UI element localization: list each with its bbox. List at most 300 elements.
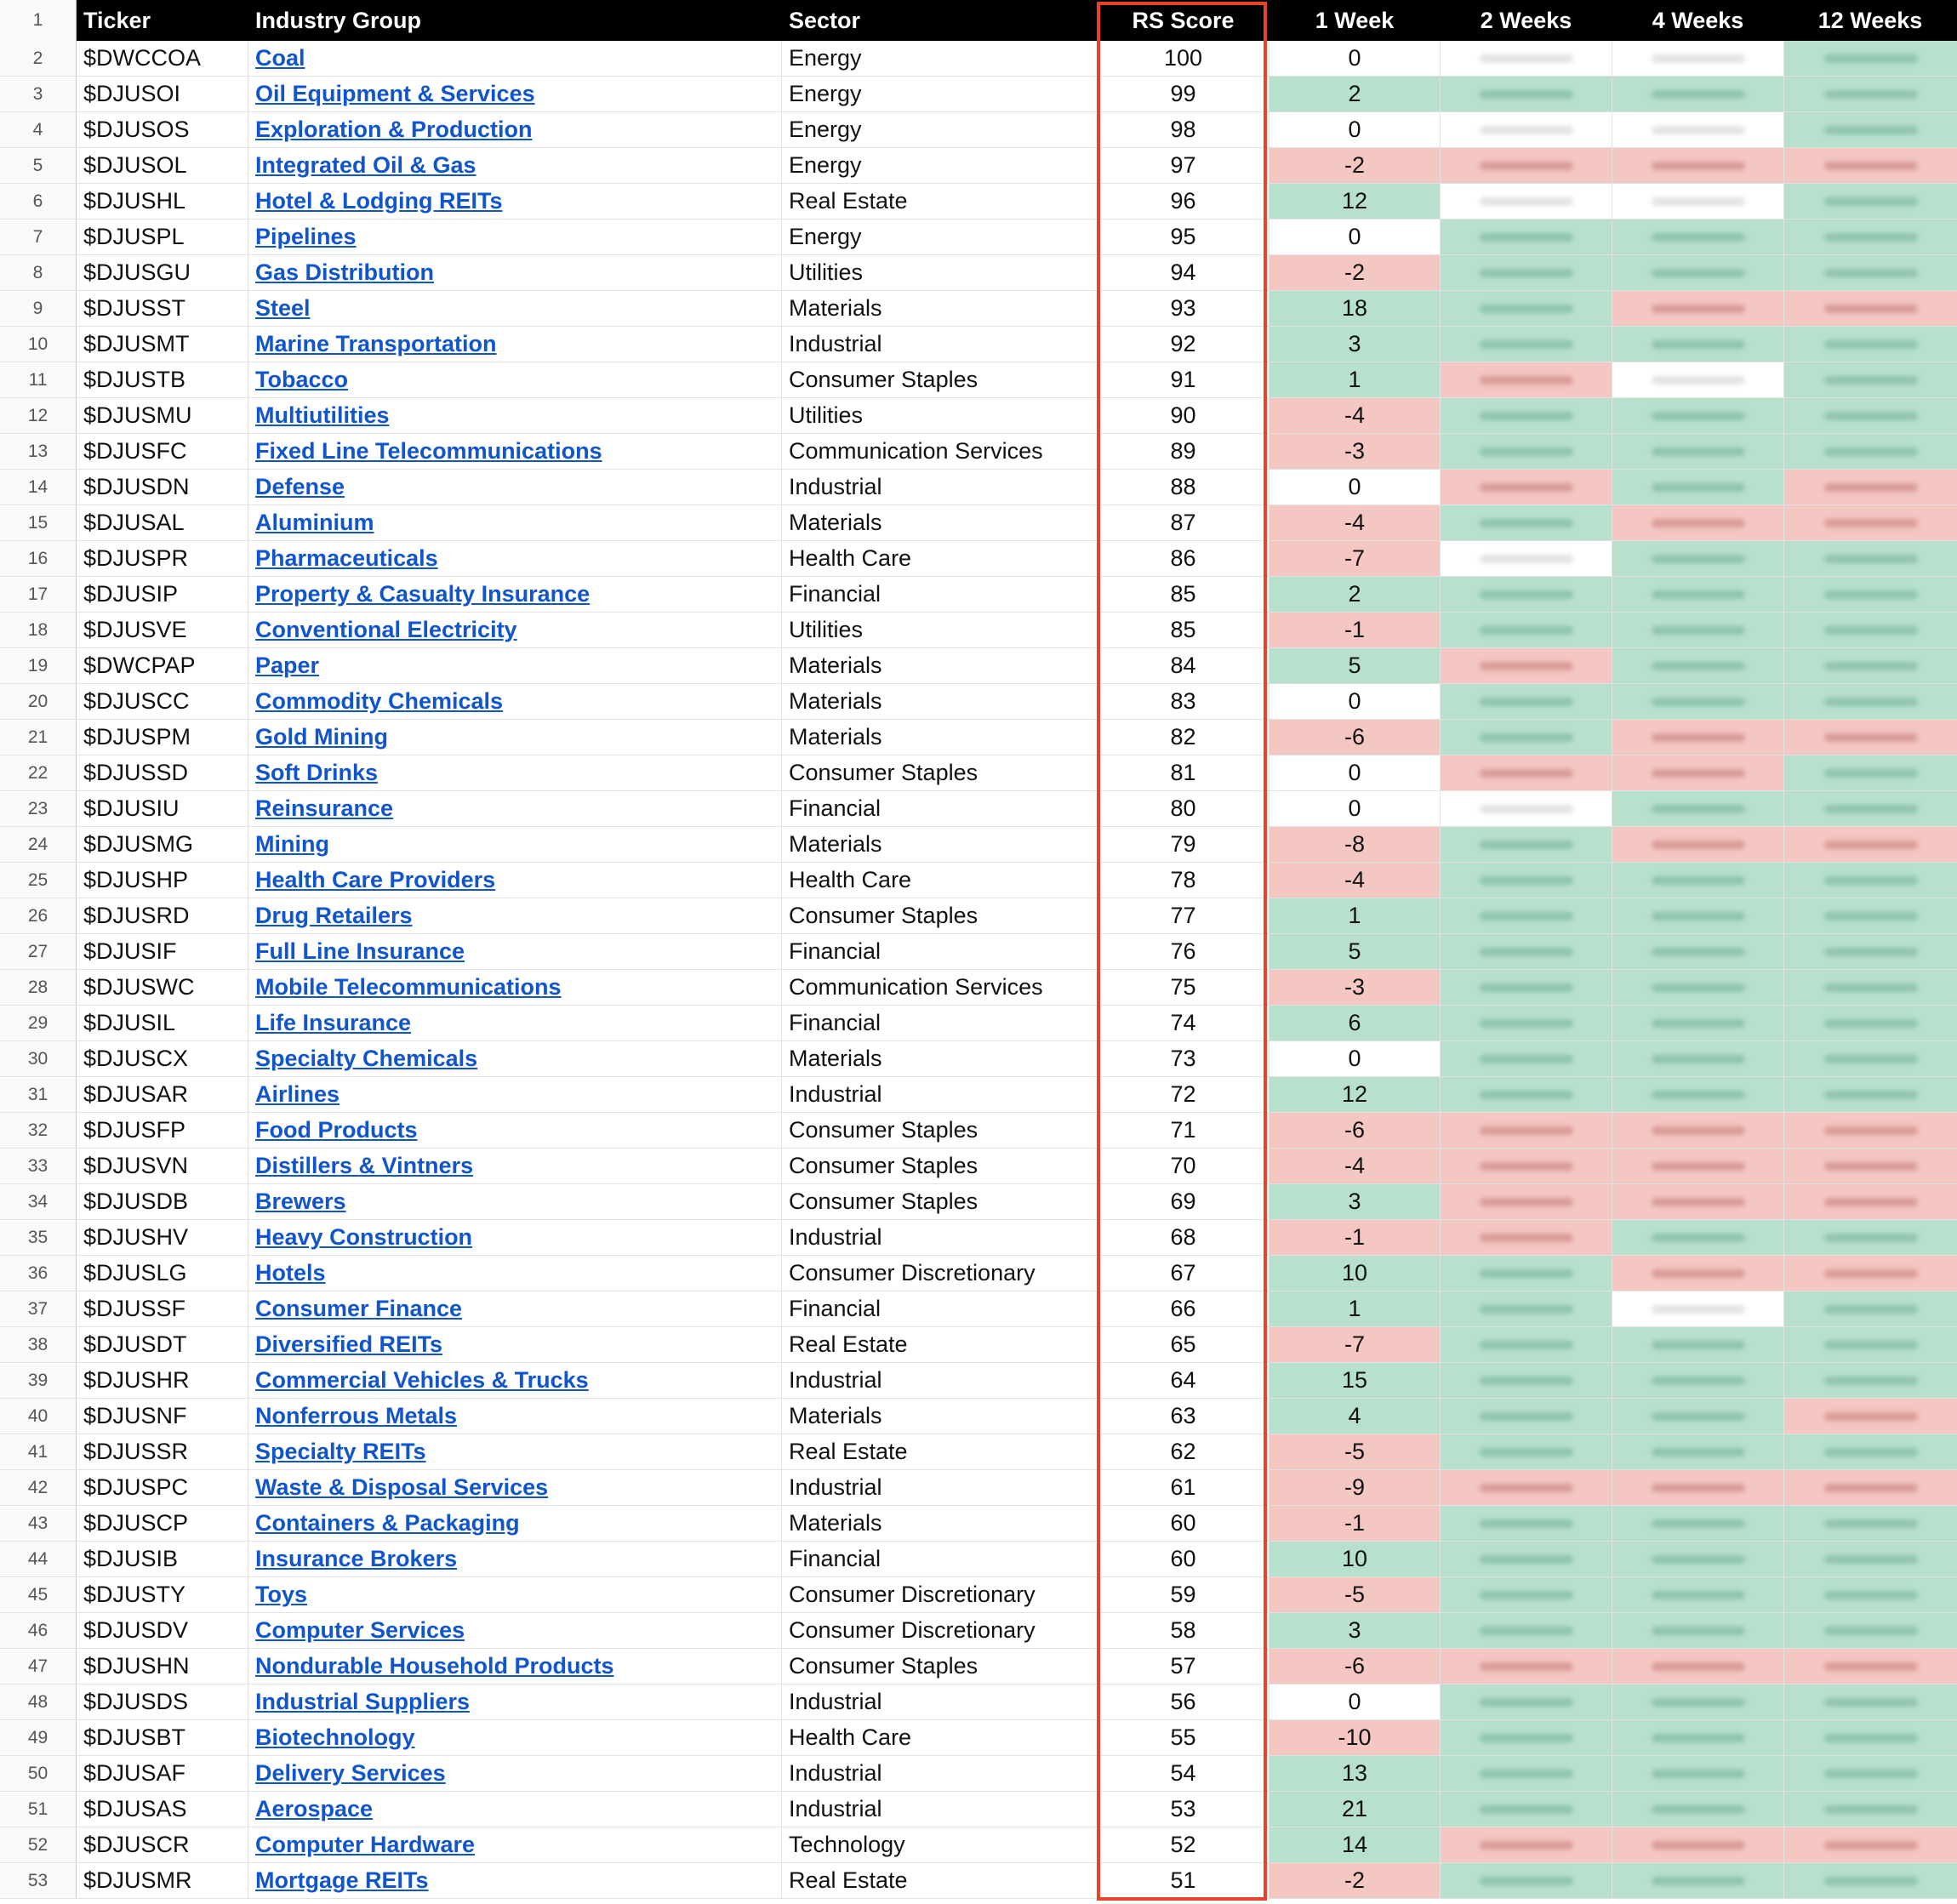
row-number[interactable]: 35 — [0, 1220, 77, 1255]
industry-link[interactable]: Soft Drinks — [255, 760, 379, 785]
industry-link[interactable]: Marine Transportation — [255, 331, 497, 356]
ticker-cell[interactable]: $DJUSFC — [77, 434, 248, 469]
week-2-change-cell[interactable] — [1441, 577, 1612, 612]
week-4-change-cell[interactable] — [1612, 720, 1784, 755]
ticker-cell[interactable]: $DJUSHP — [77, 863, 248, 898]
industry-cell[interactable] — [248, 541, 782, 576]
ticker-cell[interactable]: $DJUSST — [77, 291, 248, 326]
industry-link[interactable]: Heavy Construction — [255, 1224, 473, 1250]
week-2-change-cell[interactable] — [1441, 434, 1612, 469]
industry-cell[interactable] — [248, 863, 782, 898]
industry-link[interactable]: Gas Distribution — [255, 259, 435, 285]
week-12-change-cell[interactable] — [1784, 863, 1957, 898]
industry-link[interactable]: Exploration & Production — [255, 117, 533, 142]
industry-cell[interactable] — [248, 184, 782, 219]
row-number[interactable]: 16 — [0, 541, 77, 576]
week-4-change-cell[interactable] — [1612, 1149, 1784, 1183]
week-4-change-cell[interactable] — [1612, 1792, 1784, 1827]
week-12-change-cell[interactable] — [1784, 112, 1957, 147]
week-1-change-cell[interactable]: 0 — [1269, 470, 1441, 505]
header-1-week[interactable]: 1 Week — [1269, 0, 1441, 41]
industry-link[interactable]: Brewers — [255, 1189, 346, 1214]
sector-cell[interactable]: Industrial — [782, 1077, 1098, 1112]
ticker-cell[interactable]: $DWCCOA — [77, 41, 248, 76]
week-4-change-cell[interactable] — [1612, 219, 1784, 254]
row-number[interactable]: 48 — [0, 1685, 77, 1719]
sector-cell[interactable]: Energy — [782, 148, 1098, 183]
rs-score-cell[interactable]: 59 — [1098, 1577, 1269, 1612]
sector-cell[interactable]: Industrial — [782, 327, 1098, 362]
row-number[interactable]: 47 — [0, 1649, 77, 1684]
week-12-change-cell[interactable] — [1784, 505, 1957, 540]
industry-link[interactable]: Pipelines — [255, 224, 357, 249]
week-1-change-cell[interactable]: -6 — [1269, 720, 1441, 755]
rs-score-cell[interactable]: 75 — [1098, 970, 1269, 1005]
week-4-change-cell[interactable] — [1612, 684, 1784, 719]
week-12-change-cell[interactable] — [1784, 577, 1957, 612]
week-1-change-cell[interactable]: -7 — [1269, 541, 1441, 576]
header-12-weeks[interactable]: 12 Weeks — [1784, 0, 1957, 41]
week-2-change-cell[interactable] — [1441, 255, 1612, 290]
row-number[interactable]: 12 — [0, 398, 77, 433]
sector-cell[interactable]: Utilities — [782, 398, 1098, 433]
week-1-change-cell[interactable]: -3 — [1269, 970, 1441, 1005]
industry-link[interactable]: Aerospace — [255, 1796, 374, 1821]
industry-link[interactable]: Industrial Suppliers — [255, 1689, 471, 1714]
week-12-change-cell[interactable] — [1784, 1827, 1957, 1862]
rs-score-cell[interactable]: 65 — [1098, 1327, 1269, 1362]
ticker-cell[interactable]: $DJUSAL — [77, 505, 248, 540]
ticker-cell[interactable]: $DJUSSF — [77, 1291, 248, 1326]
sector-cell[interactable]: Communication Services — [782, 434, 1098, 469]
week-1-change-cell[interactable]: 0 — [1269, 684, 1441, 719]
industry-link[interactable]: Delivery Services — [255, 1760, 446, 1786]
sector-cell[interactable]: Financial — [782, 1291, 1098, 1326]
sector-cell[interactable]: Materials — [782, 1399, 1098, 1434]
row-number[interactable]: 15 — [0, 505, 77, 540]
week-12-change-cell[interactable] — [1784, 255, 1957, 290]
week-2-change-cell[interactable] — [1441, 41, 1612, 76]
row-number[interactable]: 18 — [0, 613, 77, 647]
week-1-change-cell[interactable]: 3 — [1269, 1184, 1441, 1219]
week-4-change-cell[interactable] — [1612, 791, 1784, 826]
ticker-cell[interactable]: $DJUSCX — [77, 1041, 248, 1076]
industry-cell[interactable] — [248, 934, 782, 969]
week-4-change-cell[interactable] — [1612, 1363, 1784, 1398]
industry-cell[interactable] — [248, 684, 782, 719]
industry-cell[interactable] — [248, 1613, 782, 1648]
industry-cell[interactable] — [248, 1077, 782, 1112]
week-12-change-cell[interactable] — [1784, 970, 1957, 1005]
ticker-cell[interactable]: $DJUSVE — [77, 613, 248, 647]
week-4-change-cell[interactable] — [1612, 291, 1784, 326]
industry-link[interactable]: Airlines — [255, 1081, 340, 1107]
week-2-change-cell[interactable] — [1441, 1113, 1612, 1148]
row-number[interactable]: 49 — [0, 1720, 77, 1755]
row-number[interactable]: 38 — [0, 1327, 77, 1362]
rs-score-cell[interactable]: 85 — [1098, 577, 1269, 612]
sector-cell[interactable]: Industrial — [782, 1756, 1098, 1791]
industry-link[interactable]: Mining — [255, 831, 329, 857]
week-12-change-cell[interactable] — [1784, 148, 1957, 183]
industry-cell[interactable] — [248, 1327, 782, 1362]
week-12-change-cell[interactable] — [1784, 327, 1957, 362]
week-1-change-cell[interactable]: -4 — [1269, 1149, 1441, 1183]
ticker-cell[interactable]: $DJUSNF — [77, 1399, 248, 1434]
week-2-change-cell[interactable] — [1441, 1184, 1612, 1219]
week-1-change-cell[interactable]: -1 — [1269, 1506, 1441, 1541]
week-2-change-cell[interactable] — [1441, 1006, 1612, 1040]
rs-score-cell[interactable]: 69 — [1098, 1184, 1269, 1219]
rs-score-cell[interactable]: 62 — [1098, 1434, 1269, 1469]
sector-cell[interactable]: Energy — [782, 77, 1098, 111]
row-number[interactable]: 50 — [0, 1756, 77, 1791]
week-12-change-cell[interactable] — [1784, 41, 1957, 76]
sector-cell[interactable]: Materials — [782, 505, 1098, 540]
week-4-change-cell[interactable] — [1612, 1685, 1784, 1719]
row-number[interactable]: 27 — [0, 934, 77, 969]
industry-cell[interactable] — [248, 148, 782, 183]
week-4-change-cell[interactable] — [1612, 898, 1784, 933]
week-2-change-cell[interactable] — [1441, 827, 1612, 862]
industry-cell[interactable] — [248, 1184, 782, 1219]
week-1-change-cell[interactable]: -5 — [1269, 1577, 1441, 1612]
row-number[interactable]: 44 — [0, 1542, 77, 1576]
row-number[interactable]: 23 — [0, 791, 77, 826]
rs-score-cell[interactable]: 73 — [1098, 1041, 1269, 1076]
ticker-cell[interactable]: $DJUSDT — [77, 1327, 248, 1362]
sector-cell[interactable]: Real Estate — [782, 184, 1098, 219]
rs-score-cell[interactable]: 84 — [1098, 648, 1269, 683]
sector-cell[interactable]: Communication Services — [782, 970, 1098, 1005]
industry-link[interactable]: Life Insurance — [255, 1010, 412, 1035]
week-2-change-cell[interactable] — [1441, 1434, 1612, 1469]
week-4-change-cell[interactable] — [1612, 1327, 1784, 1362]
week-1-change-cell[interactable]: 1 — [1269, 898, 1441, 933]
week-1-change-cell[interactable]: 6 — [1269, 1006, 1441, 1040]
sector-cell[interactable]: Consumer Staples — [782, 1649, 1098, 1684]
industry-link[interactable]: Gold Mining — [255, 724, 388, 750]
sector-cell[interactable]: Industrial — [782, 1685, 1098, 1719]
row-number[interactable]: 2 — [0, 41, 77, 76]
ticker-cell[interactable]: $DJUSGU — [77, 255, 248, 290]
ticker-cell[interactable]: $DJUSHL — [77, 184, 248, 219]
sector-cell[interactable]: Technology — [782, 1827, 1098, 1862]
industry-cell[interactable] — [248, 898, 782, 933]
ticker-cell[interactable]: $DJUSMG — [77, 827, 248, 862]
week-2-change-cell[interactable] — [1441, 1256, 1612, 1291]
sector-cell[interactable]: Consumer Staples — [782, 1113, 1098, 1148]
rs-score-cell[interactable]: 61 — [1098, 1470, 1269, 1505]
week-2-change-cell[interactable] — [1441, 1720, 1612, 1755]
header-industry-group[interactable]: Industry Group — [248, 0, 782, 41]
ticker-cell[interactable]: $DJUSDB — [77, 1184, 248, 1219]
row-number[interactable]: 17 — [0, 577, 77, 612]
industry-cell[interactable] — [248, 398, 782, 433]
week-4-change-cell[interactable] — [1612, 362, 1784, 397]
week-12-change-cell[interactable] — [1784, 1792, 1957, 1827]
week-2-change-cell[interactable] — [1441, 791, 1612, 826]
rs-score-cell[interactable]: 96 — [1098, 184, 1269, 219]
industry-cell[interactable] — [248, 1720, 782, 1755]
industry-link[interactable]: Consumer Finance — [255, 1296, 463, 1321]
sector-cell[interactable]: Consumer Discretionary — [782, 1256, 1098, 1291]
week-12-change-cell[interactable] — [1784, 720, 1957, 755]
week-12-change-cell[interactable] — [1784, 1291, 1957, 1326]
row-number[interactable]: 33 — [0, 1149, 77, 1183]
week-1-change-cell[interactable]: -6 — [1269, 1113, 1441, 1148]
row-number[interactable]: 7 — [0, 219, 77, 254]
ticker-cell[interactable]: $DJUSFP — [77, 1113, 248, 1148]
week-12-change-cell[interactable] — [1784, 827, 1957, 862]
week-2-change-cell[interactable] — [1441, 291, 1612, 326]
week-1-change-cell[interactable]: -2 — [1269, 255, 1441, 290]
week-2-change-cell[interactable] — [1441, 1542, 1612, 1576]
week-1-change-cell[interactable]: -4 — [1269, 398, 1441, 433]
week-1-change-cell[interactable]: 0 — [1269, 41, 1441, 76]
row-number[interactable]: 4 — [0, 112, 77, 147]
sector-cell[interactable]: Materials — [782, 1041, 1098, 1076]
industry-link[interactable]: Hotels — [255, 1260, 326, 1285]
industry-link[interactable]: Food Products — [255, 1117, 418, 1143]
industry-cell[interactable] — [248, 1470, 782, 1505]
industry-cell[interactable] — [248, 327, 782, 362]
ticker-cell[interactable]: $DJUSPM — [77, 720, 248, 755]
industry-cell[interactable] — [248, 434, 782, 469]
ticker-cell[interactable]: $DJUSWC — [77, 970, 248, 1005]
industry-link[interactable]: Mobile Telecommunications — [255, 974, 562, 1000]
sector-cell[interactable]: Materials — [782, 648, 1098, 683]
week-2-change-cell[interactable] — [1441, 1649, 1612, 1684]
industry-link[interactable]: Distillers & Vintners — [255, 1153, 474, 1178]
week-4-change-cell[interactable] — [1612, 863, 1784, 898]
week-1-change-cell[interactable]: -9 — [1269, 1470, 1441, 1505]
industry-link[interactable]: Fixed Line Telecommunications — [255, 438, 602, 464]
week-12-change-cell[interactable] — [1784, 755, 1957, 790]
rs-score-cell[interactable]: 55 — [1098, 1720, 1269, 1755]
week-2-change-cell[interactable] — [1441, 219, 1612, 254]
week-1-change-cell[interactable]: 3 — [1269, 327, 1441, 362]
week-4-change-cell[interactable] — [1612, 41, 1784, 76]
week-1-change-cell[interactable]: 5 — [1269, 934, 1441, 969]
week-12-change-cell[interactable] — [1784, 1613, 1957, 1648]
industry-link[interactable]: Computer Services — [255, 1617, 465, 1643]
week-4-change-cell[interactable] — [1612, 1184, 1784, 1219]
week-4-change-cell[interactable] — [1612, 648, 1784, 683]
week-2-change-cell[interactable] — [1441, 1863, 1612, 1898]
week-12-change-cell[interactable] — [1784, 1649, 1957, 1684]
sector-cell[interactable]: Materials — [782, 291, 1098, 326]
sector-cell[interactable]: Financial — [782, 1006, 1098, 1040]
week-4-change-cell[interactable] — [1612, 327, 1784, 362]
week-4-change-cell[interactable] — [1612, 1399, 1784, 1434]
week-2-change-cell[interactable] — [1441, 755, 1612, 790]
industry-cell[interactable] — [248, 1006, 782, 1040]
row-number[interactable]: 42 — [0, 1470, 77, 1505]
industry-link[interactable]: Computer Hardware — [255, 1832, 476, 1857]
rs-score-cell[interactable]: 98 — [1098, 112, 1269, 147]
industry-link[interactable]: Waste & Disposal Services — [255, 1474, 549, 1500]
week-12-change-cell[interactable] — [1784, 1184, 1957, 1219]
week-1-change-cell[interactable]: -4 — [1269, 505, 1441, 540]
week-4-change-cell[interactable] — [1612, 1470, 1784, 1505]
week-1-change-cell[interactable]: 0 — [1269, 219, 1441, 254]
industry-cell[interactable] — [248, 291, 782, 326]
week-2-change-cell[interactable] — [1441, 1577, 1612, 1612]
row-number[interactable]: 52 — [0, 1827, 77, 1862]
industry-cell[interactable] — [248, 362, 782, 397]
week-12-change-cell[interactable] — [1784, 1720, 1957, 1755]
week-4-change-cell[interactable] — [1612, 1577, 1784, 1612]
week-1-change-cell[interactable]: -1 — [1269, 613, 1441, 647]
row-number[interactable]: 51 — [0, 1792, 77, 1827]
industry-cell[interactable] — [248, 1756, 782, 1791]
industry-link[interactable]: Specialty Chemicals — [255, 1046, 478, 1071]
sector-cell[interactable]: Health Care — [782, 1720, 1098, 1755]
rs-score-cell[interactable]: 79 — [1098, 827, 1269, 862]
rs-score-cell[interactable]: 87 — [1098, 505, 1269, 540]
ticker-cell[interactable]: $DJUSOI — [77, 77, 248, 111]
week-2-change-cell[interactable] — [1441, 1470, 1612, 1505]
rs-score-cell[interactable]: 71 — [1098, 1113, 1269, 1148]
week-2-change-cell[interactable] — [1441, 1291, 1612, 1326]
industry-link[interactable]: Paper — [255, 653, 320, 678]
week-4-change-cell[interactable] — [1612, 1006, 1784, 1040]
rs-score-cell[interactable]: 76 — [1098, 934, 1269, 969]
week-1-change-cell[interactable]: -8 — [1269, 827, 1441, 862]
sector-cell[interactable]: Energy — [782, 41, 1098, 76]
industry-link[interactable]: Specialty REITs — [255, 1439, 426, 1464]
week-1-change-cell[interactable]: -3 — [1269, 434, 1441, 469]
week-4-change-cell[interactable] — [1612, 505, 1784, 540]
week-4-change-cell[interactable] — [1612, 755, 1784, 790]
industry-link[interactable]: Mortgage REITs — [255, 1867, 429, 1893]
sector-cell[interactable]: Energy — [782, 219, 1098, 254]
week-4-change-cell[interactable] — [1612, 970, 1784, 1005]
rs-score-cell[interactable]: 70 — [1098, 1149, 1269, 1183]
ticker-cell[interactable]: $DJUSDS — [77, 1685, 248, 1719]
ticker-cell[interactable]: $DJUSOS — [77, 112, 248, 147]
ticker-cell[interactable]: $DJUSHR — [77, 1363, 248, 1398]
industry-link[interactable]: Full Line Insurance — [255, 938, 465, 964]
week-12-change-cell[interactable] — [1784, 1327, 1957, 1362]
week-12-change-cell[interactable] — [1784, 398, 1957, 433]
week-2-change-cell[interactable] — [1441, 112, 1612, 147]
industry-cell[interactable] — [248, 1827, 782, 1862]
week-2-change-cell[interactable] — [1441, 77, 1612, 111]
week-12-change-cell[interactable] — [1784, 77, 1957, 111]
week-4-change-cell[interactable] — [1612, 470, 1784, 505]
week-12-change-cell[interactable] — [1784, 1399, 1957, 1434]
sector-cell[interactable]: Financial — [782, 791, 1098, 826]
industry-link[interactable]: Property & Casualty Insurance — [255, 581, 591, 607]
row-number[interactable]: 20 — [0, 684, 77, 719]
rs-score-cell[interactable]: 92 — [1098, 327, 1269, 362]
week-4-change-cell[interactable] — [1612, 1113, 1784, 1148]
rs-score-cell[interactable]: 68 — [1098, 1220, 1269, 1255]
row-number[interactable]: 11 — [0, 362, 77, 397]
week-2-change-cell[interactable] — [1441, 1685, 1612, 1719]
rs-score-cell[interactable]: 89 — [1098, 434, 1269, 469]
industry-cell[interactable] — [248, 1506, 782, 1541]
week-12-change-cell[interactable] — [1784, 1041, 1957, 1076]
rs-score-cell[interactable]: 81 — [1098, 755, 1269, 790]
week-4-change-cell[interactable] — [1612, 934, 1784, 969]
week-4-change-cell[interactable] — [1612, 1434, 1784, 1469]
industry-link[interactable]: Aluminium — [255, 510, 374, 535]
row-number[interactable]: 32 — [0, 1113, 77, 1148]
sector-cell[interactable]: Consumer Staples — [782, 1184, 1098, 1219]
week-1-change-cell[interactable]: 4 — [1269, 1399, 1441, 1434]
week-4-change-cell[interactable] — [1612, 1542, 1784, 1576]
ticker-cell[interactable]: $DJUSMR — [77, 1863, 248, 1898]
row-number[interactable]: 41 — [0, 1434, 77, 1469]
week-12-change-cell[interactable] — [1784, 1863, 1957, 1898]
week-4-change-cell[interactable] — [1612, 1649, 1784, 1684]
sector-cell[interactable]: Materials — [782, 684, 1098, 719]
industry-cell[interactable] — [248, 577, 782, 612]
sector-cell[interactable]: Health Care — [782, 541, 1098, 576]
week-2-change-cell[interactable] — [1441, 613, 1612, 647]
industry-link[interactable]: Containers & Packaging — [255, 1510, 520, 1536]
industry-link[interactable]: Nondurable Household Products — [255, 1653, 614, 1679]
industry-cell[interactable] — [248, 755, 782, 790]
industry-link[interactable]: Multiutilities — [255, 402, 390, 428]
ticker-cell[interactable]: $DJUSTB — [77, 362, 248, 397]
week-4-change-cell[interactable] — [1612, 1827, 1784, 1862]
industry-cell[interactable] — [248, 1041, 782, 1076]
rs-score-cell[interactable]: 95 — [1098, 219, 1269, 254]
industry-link[interactable]: Oil Equipment & Services — [255, 81, 535, 106]
week-12-change-cell[interactable] — [1784, 1256, 1957, 1291]
industry-link[interactable]: Coal — [255, 45, 305, 71]
week-2-change-cell[interactable] — [1441, 1149, 1612, 1183]
ticker-cell[interactable]: $DJUSHN — [77, 1649, 248, 1684]
week-12-change-cell[interactable] — [1784, 219, 1957, 254]
row-number[interactable]: 30 — [0, 1041, 77, 1076]
sector-cell[interactable]: Materials — [782, 720, 1098, 755]
week-1-change-cell[interactable]: 1 — [1269, 362, 1441, 397]
industry-cell[interactable] — [248, 1291, 782, 1326]
week-4-change-cell[interactable] — [1612, 1220, 1784, 1255]
industry-cell[interactable] — [248, 1685, 782, 1719]
week-12-change-cell[interactable] — [1784, 791, 1957, 826]
industry-link[interactable]: Defense — [255, 474, 345, 499]
row-number[interactable]: 3 — [0, 77, 77, 111]
rs-score-cell[interactable]: 56 — [1098, 1685, 1269, 1719]
industry-cell[interactable] — [248, 720, 782, 755]
ticker-cell[interactable]: $DJUSIL — [77, 1006, 248, 1040]
week-2-change-cell[interactable] — [1441, 541, 1612, 576]
row-number[interactable]: 13 — [0, 434, 77, 469]
week-2-change-cell[interactable] — [1441, 1041, 1612, 1076]
row-number[interactable]: 24 — [0, 827, 77, 862]
industry-cell[interactable] — [248, 219, 782, 254]
industry-link[interactable]: Conventional Electricity — [255, 617, 517, 642]
week-4-change-cell[interactable] — [1612, 434, 1784, 469]
header-sector[interactable]: Sector — [782, 0, 1098, 41]
sector-cell[interactable]: Consumer Staples — [782, 362, 1098, 397]
week-1-change-cell[interactable]: 18 — [1269, 291, 1441, 326]
rs-score-cell[interactable]: 77 — [1098, 898, 1269, 933]
row-number[interactable]: 19 — [0, 648, 77, 683]
industry-cell[interactable] — [248, 255, 782, 290]
week-12-change-cell[interactable] — [1784, 291, 1957, 326]
row-number[interactable]: 40 — [0, 1399, 77, 1434]
week-1-change-cell[interactable]: 3 — [1269, 1613, 1441, 1648]
week-4-change-cell[interactable] — [1612, 77, 1784, 111]
industry-cell[interactable] — [248, 1363, 782, 1398]
